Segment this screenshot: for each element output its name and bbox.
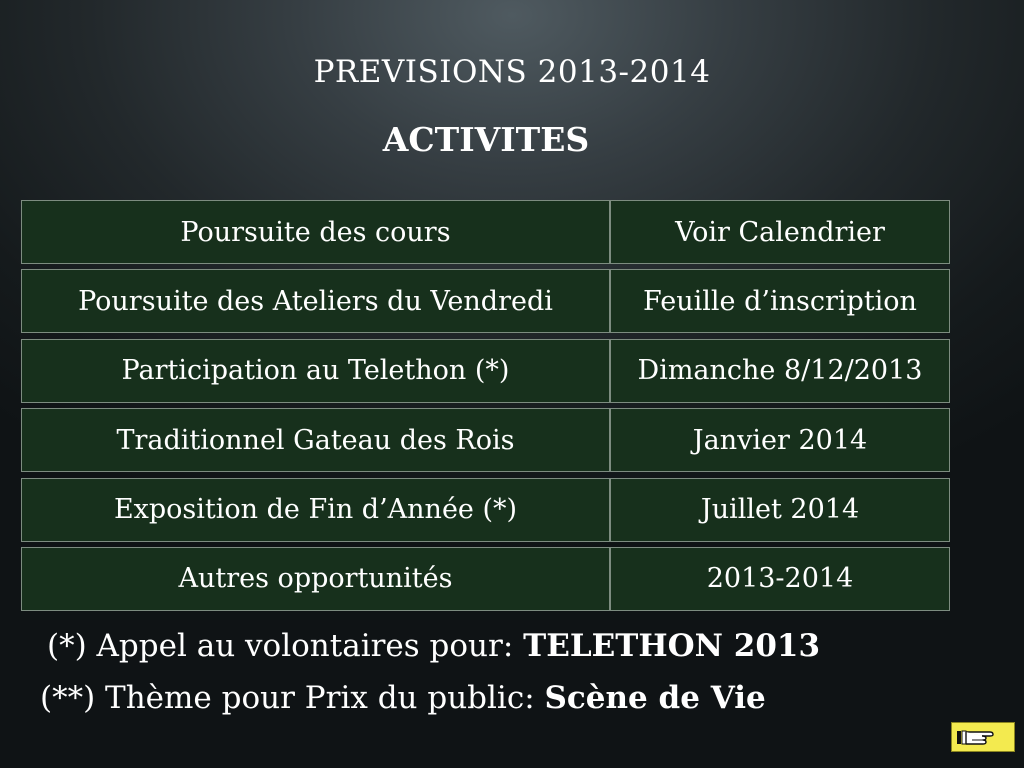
date-cell: Feuille d’inscription xyxy=(610,269,950,333)
activity-cell: Exposition de Fin d’Année (*) xyxy=(21,478,610,542)
activity-cell: Autres opportunités xyxy=(21,547,610,611)
slide-subtitle: ACTIVITES xyxy=(382,120,590,159)
date-cell: 2013-2014 xyxy=(610,547,950,611)
table-row xyxy=(21,339,950,403)
pointing-hand-icon xyxy=(952,723,1014,751)
table-row xyxy=(21,200,950,264)
date-cell: Voir Calendrier xyxy=(610,200,950,264)
date-cell: Janvier 2014 xyxy=(610,408,950,472)
date-cell: Juillet 2014 xyxy=(610,478,950,542)
note-highlight: TELETHON 2013 xyxy=(523,628,821,664)
volunteer-note xyxy=(47,628,820,664)
slide-title: PREVISIONS 2013-2014 xyxy=(313,54,711,90)
activities-table xyxy=(21,200,950,616)
note-text: (**) Thème pour Prix du public: xyxy=(40,680,545,716)
table-row xyxy=(21,408,950,472)
date-cell: Dimanche 8/12/2013 xyxy=(610,339,950,403)
table-row xyxy=(21,547,950,611)
activity-cell: Poursuite des Ateliers du Vendredi xyxy=(21,269,610,333)
activity-cell: Poursuite des cours xyxy=(21,200,610,264)
theme-note xyxy=(40,680,766,716)
note-text: (*) Appel au volontaires pour: xyxy=(47,628,524,664)
note-highlight: Scène de Vie xyxy=(544,680,766,716)
table-row xyxy=(21,269,950,333)
activity-cell: Participation au Telethon (*) xyxy=(21,339,610,403)
table-row xyxy=(21,478,950,542)
next-slide-button[interactable] xyxy=(951,722,1015,752)
activity-cell: Traditionnel Gateau des Rois xyxy=(21,408,610,472)
